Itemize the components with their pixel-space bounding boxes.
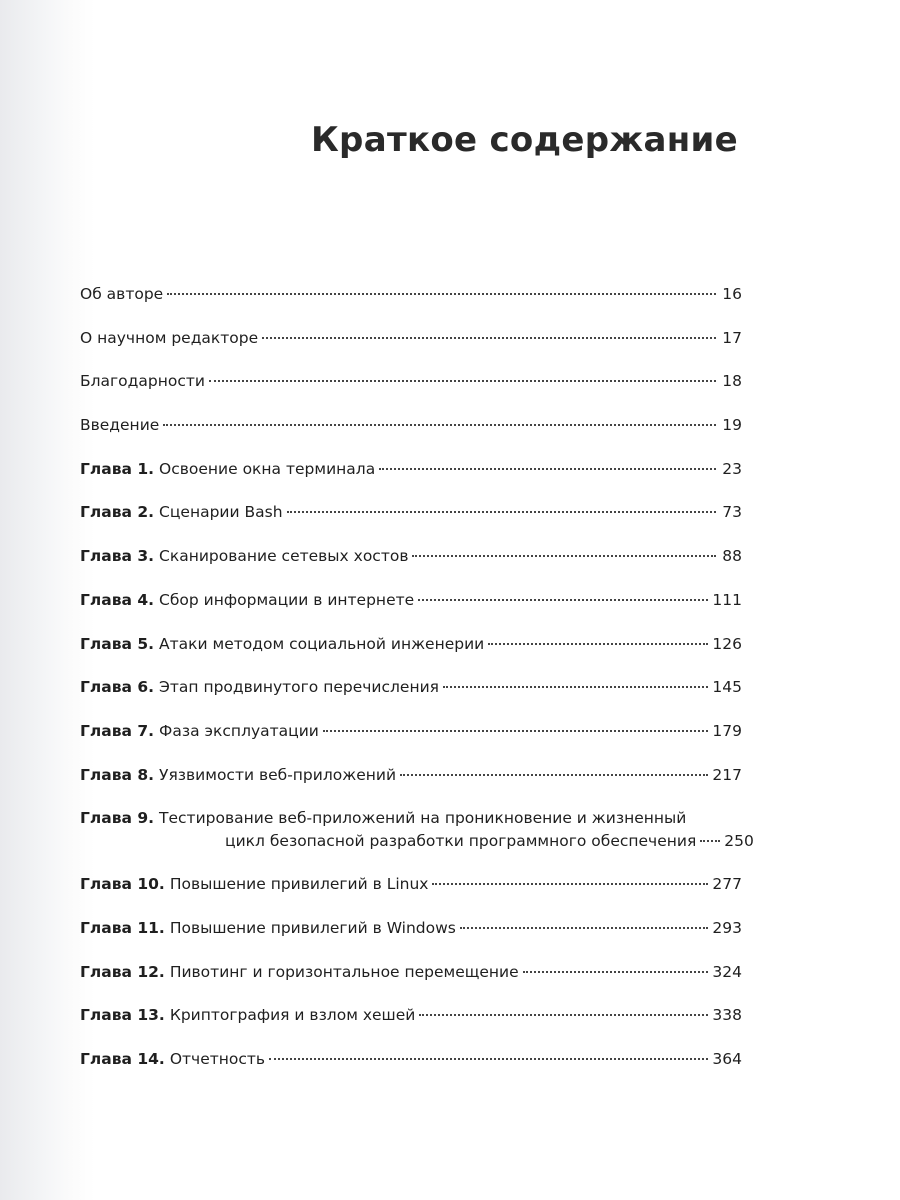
dot-leader [209,380,716,382]
toc-entry-multiline [159,808,754,851]
page-title: Краткое содержание [310,120,738,160]
toc-entry-title: Повышение привилегий в Windows [169,918,456,937]
toc-entry[interactable] [80,765,742,809]
toc-entry-title: Сканирование сетевых хостов [159,547,409,566]
dot-leader [419,1014,708,1016]
toc-page-number: 217 [712,765,742,784]
toc-chapter-number: Глава 11. [80,918,165,937]
dot-leader [167,293,716,295]
toc-page-number: 364 [712,1050,742,1068]
toc-entry-title: Отчетность [169,1050,266,1068]
toc-entry[interactable] [80,459,742,503]
toc-entry[interactable] [80,371,742,415]
toc-page-number: 111 [712,590,742,609]
dot-leader [323,730,709,732]
toc-page-number: 250 [724,832,754,851]
toc-chapter-number: Глава 13. [80,1006,165,1025]
dot-leader [287,511,716,513]
toc-page-number: 338 [712,1006,742,1025]
toc-entry[interactable] [80,590,742,634]
toc-entry-continuation [159,831,754,851]
dot-leader [418,599,708,601]
toc-entry[interactable] [80,415,742,459]
toc-page-number: 277 [712,875,742,894]
dot-leader [412,555,716,557]
toc-entry[interactable] [80,634,742,678]
toc-page-number: 324 [712,962,742,981]
toc-chapter-number: Глава 2. [80,503,155,522]
dot-leader [523,971,709,973]
toc-page-number: 145 [712,678,742,697]
toc-page-number: 88 [722,547,742,566]
toc-chapter-number: Глава 10. [80,875,165,894]
toc-page-number: 293 [712,918,742,937]
toc-page-number: 179 [712,721,742,740]
toc-chapter-number: Глава 7. [80,721,155,740]
toc-entry-title: Тестирование веб-приложений на проникновение и жизненный [159,809,687,828]
toc-chapter-number: Глава 3. [80,547,155,566]
toc-entry-title: Об авторе [80,285,164,303]
toc-entry-title: Атаки методом социальной инженерии [159,634,485,653]
toc-entry-title: Введение [80,416,160,435]
toc-entry[interactable] [80,721,742,765]
toc-entry-title: Сценарии Bash [159,503,283,522]
toc-chapter-number: Глава 12. [80,962,165,981]
toc-page-number: 126 [712,634,742,653]
toc-page-number: 18 [722,372,742,391]
toc-entry-title: Уязвимости веб-приложений [159,765,397,784]
toc-chapter-number: Глава 14. [80,1050,165,1068]
toc-chapter-number: Глава 5. [80,634,155,653]
toc-chapter-number: Глава 4. [80,590,155,609]
toc-page-number: 73 [722,503,742,522]
toc-chapter-number: Глава 6. [80,678,155,697]
toc-entry-title: Пивотинг и горизонтальное перемещение [169,962,519,981]
toc-chapter-number: Глава 1. [80,459,155,478]
toc-entry[interactable] [80,328,742,372]
dot-leader [700,840,720,842]
toc-entry[interactable] [80,874,742,918]
toc-entry[interactable] [80,1005,742,1049]
toc-page-number: 16 [722,285,742,303]
dot-leader [488,643,708,645]
toc-page-number: 19 [722,416,742,435]
toc-chapter-number: Глава 9. [80,809,155,828]
toc-entry-title: Криптография и взлом хешей [169,1006,416,1025]
toc-entry-title: Фаза эксплуатации [159,721,319,740]
toc-entry[interactable] [80,918,742,962]
toc-entry-title: Повышение привилегий в Linux [169,875,429,894]
dot-leader [379,468,716,470]
dot-leader [400,774,708,776]
toc-entry-title: Благодарности [80,372,205,391]
toc-entry[interactable] [80,962,742,1006]
dot-leader [432,883,708,885]
toc-entry-title: Сбор информации в интернете [159,590,415,609]
toc-entry[interactable] [80,677,742,721]
toc-entry[interactable] [80,808,754,874]
toc-entry[interactable] [80,502,742,546]
toc-entry[interactable] [80,284,742,328]
toc-entry-title-line2: цикл безопасной разработки программного обеспечения [225,832,697,851]
toc-chapter-number: Глава 8. [80,765,155,784]
dot-leader [262,337,716,339]
toc-entry[interactable] [80,1049,742,1093]
toc-page-number: 17 [722,328,742,347]
toc-entry-title: Освоение окна терминала [159,459,376,478]
dot-leader [443,686,708,688]
toc-page-number: 23 [722,459,742,478]
toc-entry[interactable] [80,546,742,590]
toc-entry-title: Этап продвинутого перечисления [159,678,439,697]
dot-leader [163,424,716,426]
dot-leader [460,927,709,929]
dot-leader [269,1058,708,1060]
table-of-contents [80,284,754,1093]
toc-entry-title: О научном редакторе [80,328,259,347]
